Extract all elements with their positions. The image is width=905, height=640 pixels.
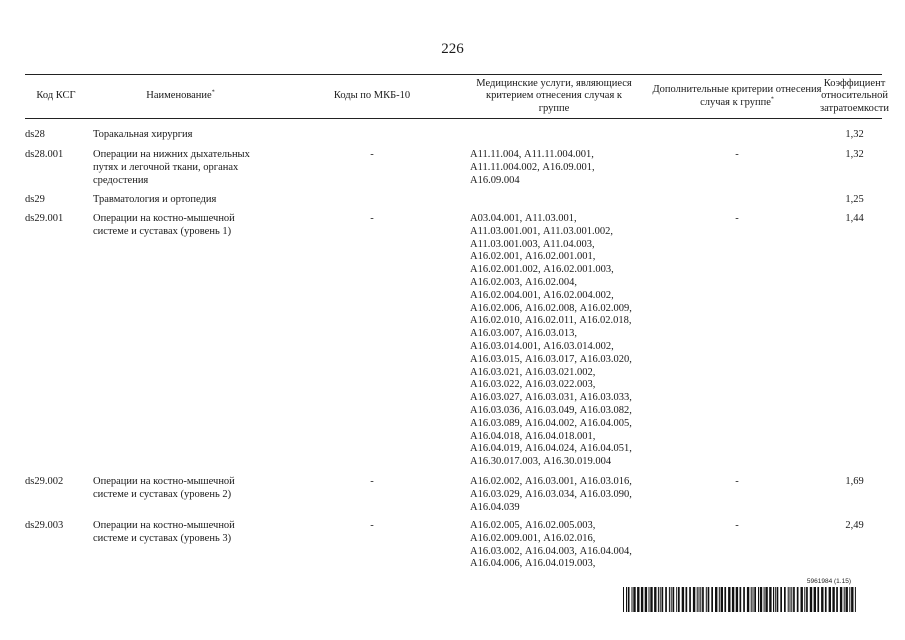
ksg-table bbox=[25, 74, 889, 570]
header-criteria bbox=[647, 75, 827, 118]
table-row bbox=[25, 129, 882, 149]
row-coefficient: 1,44 bbox=[845, 213, 864, 224]
row-mkb-codes: - bbox=[370, 149, 374, 160]
service-code-line: А16.04.019, А16.04.024, А16.04.051, bbox=[470, 443, 632, 455]
service-code-line: А11.11.004.002, А16.09.001, bbox=[470, 161, 595, 173]
service-code-line: А16.03.022, А16.03.022.003, bbox=[470, 379, 596, 391]
row-services bbox=[470, 476, 642, 514]
row-services bbox=[470, 213, 642, 469]
service-code-line: А16.02.001.002, А16.02.001.003, bbox=[470, 264, 614, 276]
row-criteria: - bbox=[735, 149, 739, 160]
page-number: 226 bbox=[441, 41, 464, 57]
service-code-line: А16.02.009.001, А16.02.016, bbox=[470, 532, 596, 544]
service-code-line: А16.03.021, А16.03.021.002, bbox=[470, 366, 596, 378]
barcode-number: 5961984 (1.15) bbox=[806, 578, 851, 585]
row-mkb-codes: - bbox=[370, 520, 374, 531]
service-code-line: А16.04.039 bbox=[470, 501, 520, 513]
row-services bbox=[470, 520, 642, 571]
row-code: ds28.001 bbox=[25, 149, 64, 160]
footnote-mark: * bbox=[770, 96, 774, 102]
row-coefficient: 1,32 bbox=[845, 149, 864, 160]
service-code-line: А16.03.029, А16.03.034, А16.03.090, bbox=[470, 488, 632, 500]
header-code-label: Код КСГ bbox=[36, 90, 76, 102]
header-services bbox=[470, 75, 638, 118]
service-code-line: А16.03.014.001, А16.03.014.002, bbox=[470, 340, 614, 352]
row-code: ds29.003 bbox=[25, 520, 64, 531]
header-mkb-label: Коды по МКБ-10 bbox=[333, 90, 411, 102]
header-name-label: Наименование* bbox=[146, 89, 215, 102]
service-code-line: А16.02.002, А16.03.001, А16.03.016, bbox=[470, 476, 632, 487]
row-name: Операции на нижних дыхательных путях и легочной ткани, органах средостения bbox=[93, 149, 250, 186]
header-name bbox=[93, 75, 268, 118]
service-code-line: А16.02.001, А16.02.001.001, bbox=[470, 251, 596, 263]
row-coefficient: 1,25 bbox=[845, 194, 864, 205]
service-code-line: А16.03.002, А16.04.003, А16.04.004, bbox=[470, 545, 632, 557]
service-code-line: А16.02.010, А16.02.011, А16.02.018, bbox=[470, 315, 632, 327]
header-coef-label: Коэффициент относительной затратоемкости bbox=[820, 77, 889, 114]
header-services-label: Медицинские услуги, являющиеся критерием отнесения случая к группе bbox=[476, 77, 632, 114]
service-code-line: А16.03.027, А16.03.031, А16.03.033, bbox=[470, 392, 632, 404]
barcode bbox=[622, 578, 857, 614]
row-name: Травматология и ортопедия bbox=[93, 194, 217, 205]
table-body bbox=[25, 129, 882, 580]
service-code-line: А16.04.018, А16.04.018.001, bbox=[470, 430, 596, 442]
service-code-line: А16.02.004.001, А16.02.004.002, bbox=[470, 289, 614, 301]
row-code: ds28 bbox=[25, 129, 45, 140]
service-code-line: А16.02.006, А16.02.008, А16.02.009, bbox=[470, 302, 632, 314]
row-coefficient: 2,49 bbox=[845, 520, 864, 531]
row-coefficient: 1,69 bbox=[845, 476, 864, 487]
row-name: Торакальная хирургия bbox=[93, 129, 193, 140]
service-code-line: А16.03.015, А16.03.017, А16.03.020, bbox=[470, 353, 632, 365]
service-code-line: А16.03.089, А16.04.002, А16.04.005, bbox=[470, 417, 632, 429]
row-name: Операции на костно-мышечной системе и суставах (уровень 2) bbox=[93, 476, 235, 500]
row-criteria: - bbox=[735, 520, 739, 531]
header-code bbox=[25, 75, 87, 118]
service-code-line: А16.30.017.003, А16.30.019.004 bbox=[470, 456, 612, 468]
service-code-line: А03.04.001, А11.03.001, bbox=[470, 213, 577, 224]
row-code: ds29 bbox=[25, 194, 45, 205]
row-code: ds29.001 bbox=[25, 213, 64, 224]
service-code-line: А16.02.005, А16.02.005.003, bbox=[470, 520, 596, 531]
header-coef bbox=[820, 75, 889, 118]
service-code-line: А11.03.001.003, А11.04.003, bbox=[470, 238, 595, 250]
row-name: Операции на костно-мышечной системе и суставах (уровень 3) bbox=[93, 520, 235, 544]
table-row bbox=[25, 476, 882, 520]
service-code-line: А16.03.036, А16.03.049, А16.03.082, bbox=[470, 404, 632, 416]
row-services bbox=[470, 149, 642, 187]
header-mkb bbox=[272, 75, 472, 118]
footnote-mark: * bbox=[211, 89, 215, 96]
row-mkb-codes: - bbox=[370, 476, 374, 487]
table-row bbox=[25, 194, 882, 213]
service-code-line: А16.03.007, А16.03.013, bbox=[470, 328, 578, 340]
table-row bbox=[25, 520, 882, 580]
header-criteria-label: Дополнительные критерии отнесения случая к группе* bbox=[652, 84, 822, 108]
service-code-line: А16.09.004 bbox=[470, 174, 520, 186]
row-code: ds29.002 bbox=[25, 476, 64, 487]
service-code-line: А11.03.001.001, А11.03.001.002, bbox=[470, 225, 614, 237]
row-name: Операции на костно-мышечной системе и суставах (уровень 1) bbox=[93, 213, 235, 237]
table-row bbox=[25, 213, 882, 476]
service-code-line: А11.11.004, А11.11.004.001, bbox=[470, 149, 594, 160]
service-code-line: А16.02.003, А16.02.004, bbox=[470, 276, 578, 288]
table-header bbox=[25, 74, 889, 119]
service-code-line: А16.04.006, А16.04.019.003, bbox=[470, 558, 596, 570]
row-coefficient: 1,32 bbox=[845, 129, 864, 140]
table-row bbox=[25, 149, 882, 194]
row-criteria: - bbox=[735, 476, 739, 487]
row-criteria: - bbox=[735, 213, 739, 224]
barcode-graphic bbox=[622, 587, 857, 612]
row-mkb-codes: - bbox=[370, 213, 374, 224]
